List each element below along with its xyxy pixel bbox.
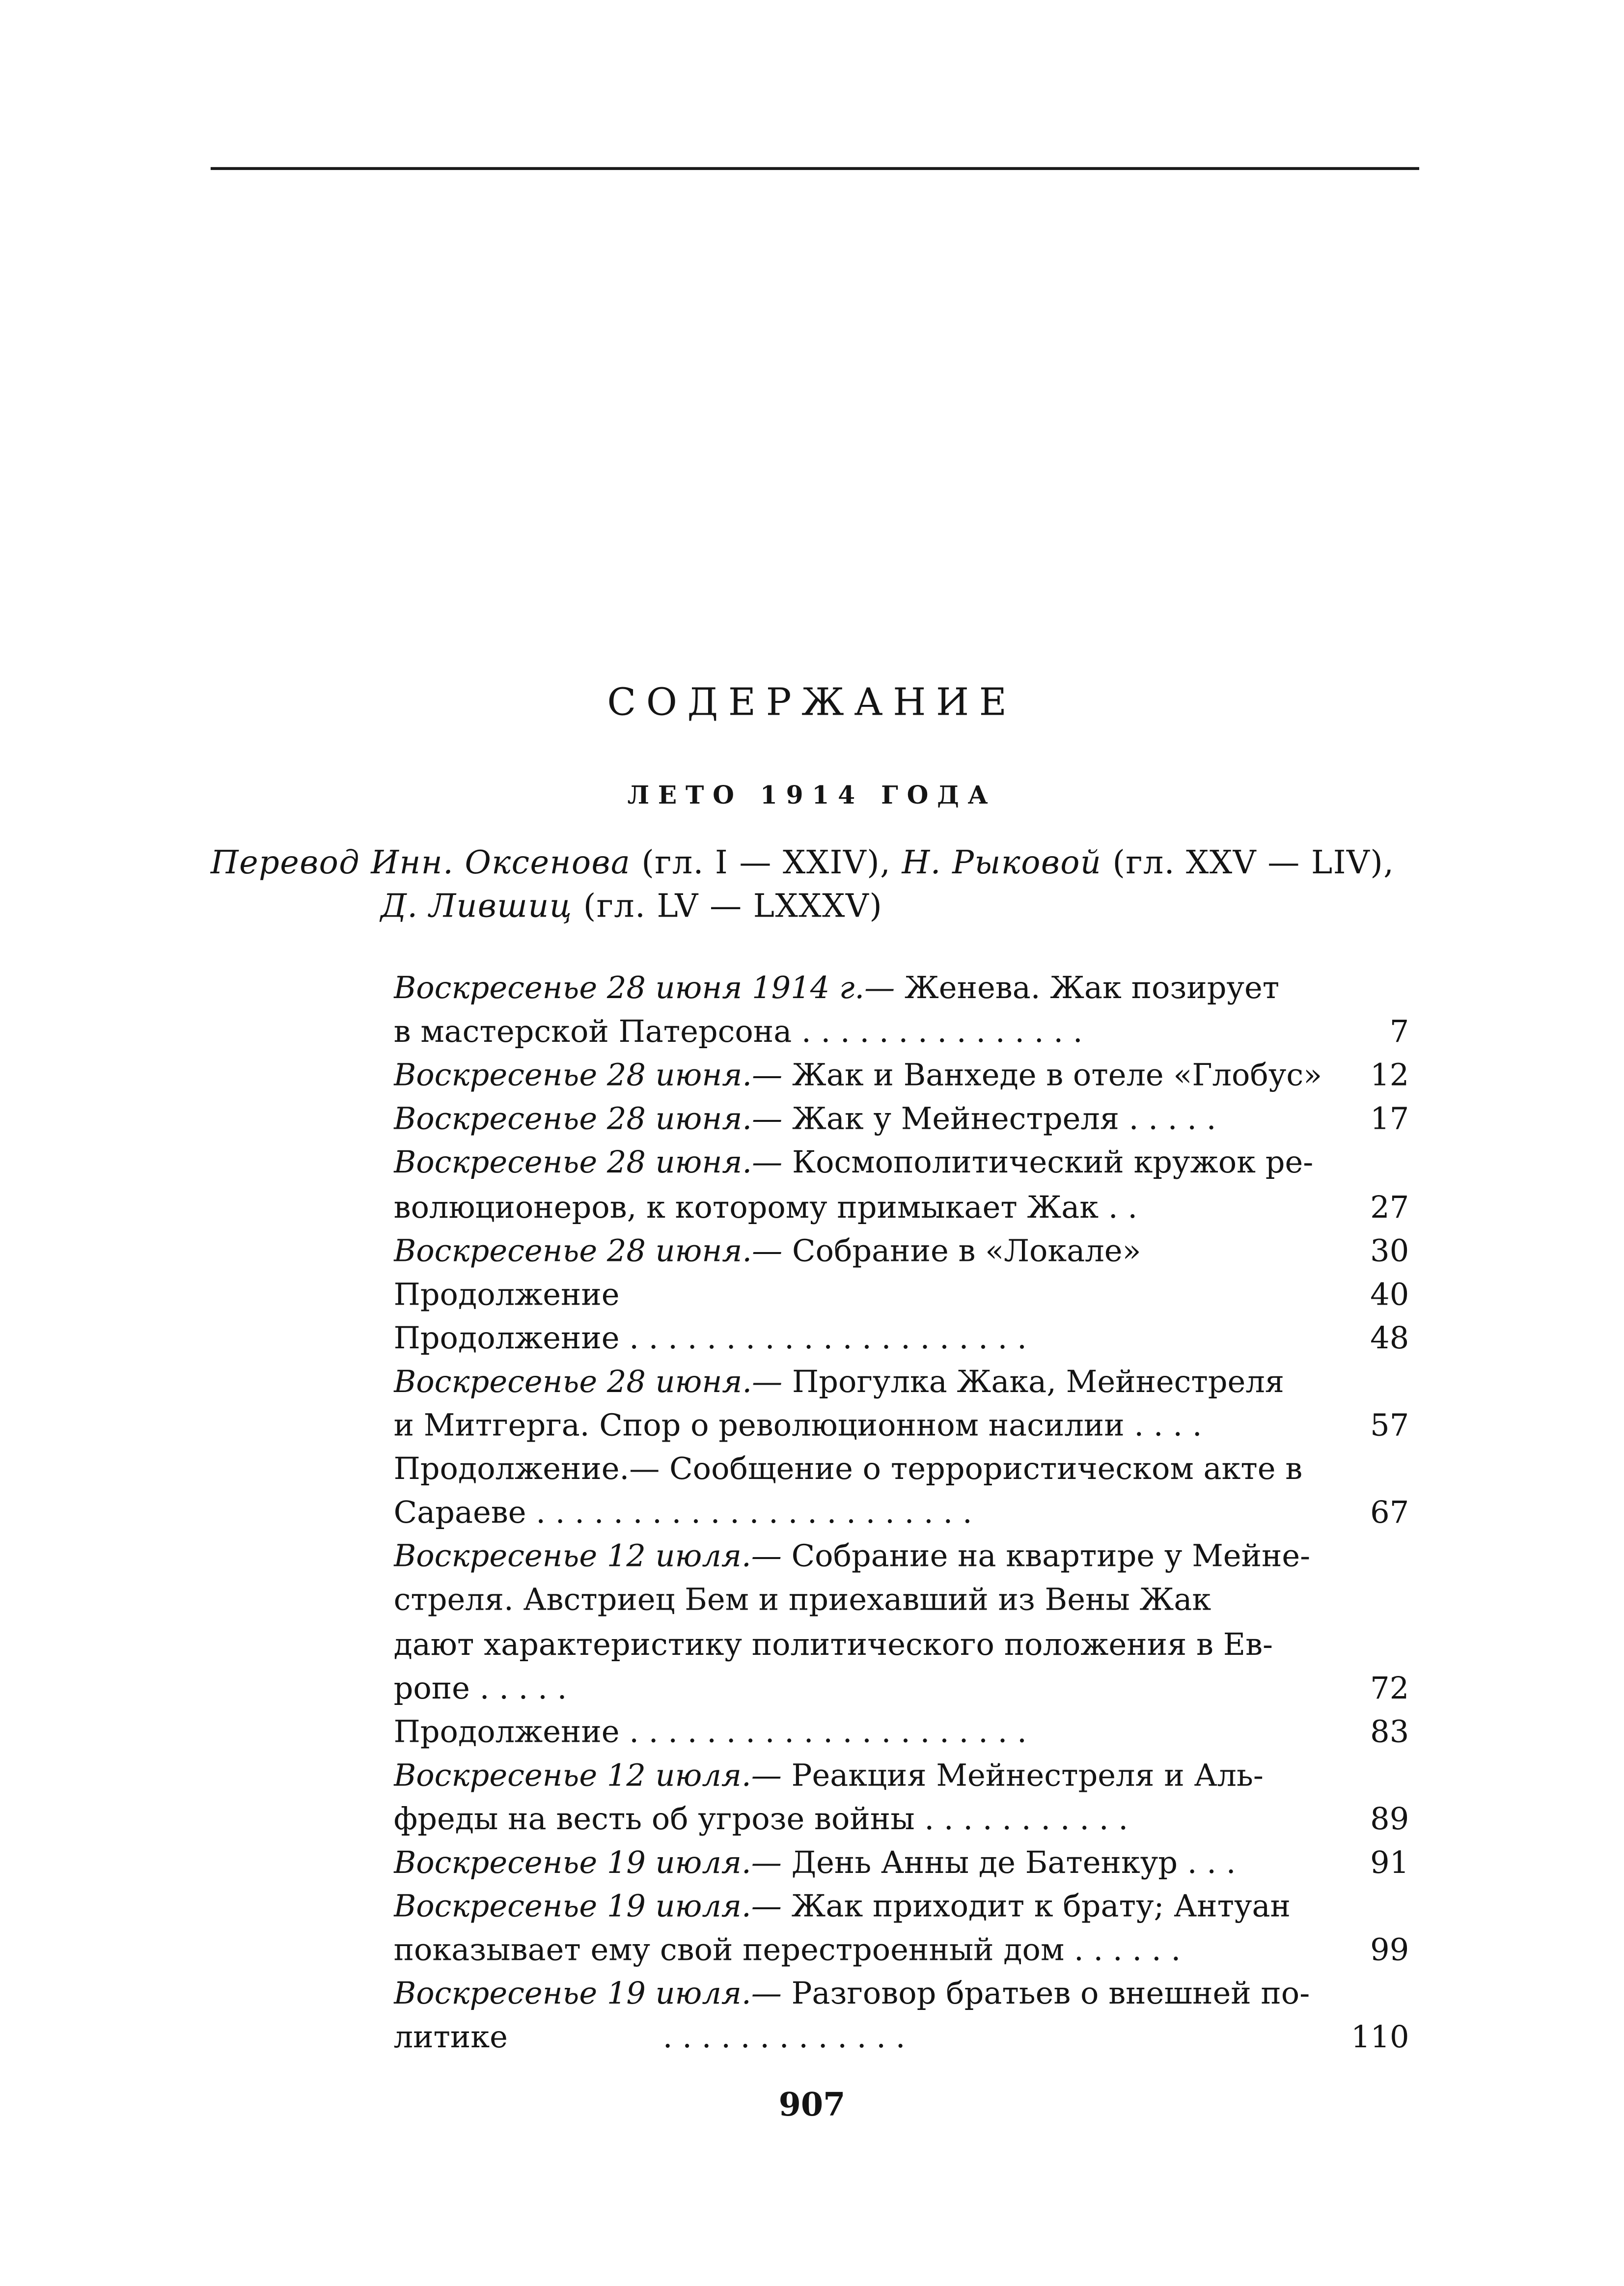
toc-entry-text: ропе: [393, 1670, 470, 1705]
toc-page-number: 91: [1370, 1845, 1409, 1880]
contents-heading: СОДЕРЖАНИЕ: [607, 681, 1017, 725]
translator-3-name: Д. Лившиц: [380, 889, 573, 926]
toc-dot-leader: . . . . . .: [1064, 1932, 1181, 1968]
toc-entry-text: литике: [393, 2020, 508, 2055]
toc-page-number: 40: [1370, 1277, 1409, 1312]
toc-entry-text: Космополитический кружок ре-: [782, 1145, 1314, 1181]
toc-entry-text: Прогулка Жака, Мейнестреля: [782, 1364, 1285, 1399]
toc-entry-text: Жак приходит к брату; Антуан: [781, 1889, 1291, 1924]
toc-entry-line: [394, 1495, 1340, 1530]
toc-entry-date: Воскресенье 19 июля.—: [393, 1845, 782, 1880]
toc-entry-date: Воскресенье 12 июля.—: [393, 1757, 782, 1793]
toc-entry-line: [394, 1933, 1340, 1968]
translators-line-2: [381, 889, 882, 925]
toc-page-number: 27: [1370, 1189, 1409, 1225]
toc-entry-date: Воскресенье 28 июня 1914 г.—: [393, 970, 895, 1005]
toc-page-number: 110: [1350, 2020, 1409, 2055]
toc-entry-line: [394, 1145, 1340, 1180]
toc-dot-leader: . .: [1099, 1189, 1138, 1225]
toc-entry-date: Воскресенье 12 июля.—: [393, 1539, 782, 1574]
toc-entry-line: [394, 1014, 1340, 1049]
toc-dot-leader: . . . .: [1124, 1408, 1202, 1443]
toc-page-number: 48: [1370, 1320, 1409, 1356]
toc-page-number: 72: [1370, 1670, 1409, 1705]
toc-dot-leader: . . . . . . . . . . .: [914, 1801, 1129, 1837]
toc-entry-line: [394, 2020, 1340, 2055]
translator-prefix: Перевод: [210, 845, 360, 882]
toc-page-number: 12: [1370, 1058, 1409, 1093]
toc-entry-date: Воскресенье 28 июня.—: [393, 1102, 783, 1137]
toc-page-number: 89: [1370, 1801, 1409, 1837]
toc-page-number: 30: [1370, 1233, 1409, 1268]
toc-entry-line: [394, 1714, 1340, 1749]
toc-entry-line: [394, 1408, 1340, 1443]
toc-entry-line: [394, 1845, 1340, 1880]
translator-1-name: Инн. Оксенова: [371, 845, 631, 882]
toc-entry-date: Воскресенье 28 июня.—: [393, 1364, 783, 1399]
toc-entry-date: Воскресенье 19 июля.—: [393, 1889, 782, 1924]
toc-dot-leader: . . . . . . . . . . . . .: [507, 2020, 906, 2055]
toc-entry-line: [394, 1889, 1340, 1924]
toc-entry-text: показывает ему свой перестроенный дом: [393, 1932, 1065, 1968]
translator-3-range: (гл. LV — LXXXV): [583, 889, 883, 926]
translator-2-range: (гл. XXV — LIV),: [1112, 845, 1395, 882]
toc-entry-text: Сараеве: [393, 1495, 526, 1531]
toc-entry-line: [394, 1758, 1340, 1793]
toc-entry-line: [394, 1364, 1340, 1399]
toc-entry-text: День Анны де Батенкур: [781, 1845, 1178, 1880]
toc-entry-line: [394, 1626, 1340, 1661]
top-rule: [211, 167, 1419, 170]
toc-entry-line: [394, 1977, 1340, 2011]
toc-entry-line: [394, 971, 1340, 1005]
toc-entry-text: Продолжение: [393, 1714, 620, 1749]
toc-entry-line: [394, 1102, 1340, 1137]
toc-dot-leader: . . . . . . . . . . . . . . . . . . . . . . .: [526, 1495, 972, 1531]
toc-entry-line: [394, 1058, 1340, 1093]
toc-entry-text: фреды на весть об угрозе войны: [393, 1801, 915, 1837]
toc-dot-leader: . . . . .: [1119, 1102, 1216, 1137]
toc-entry-date: Воскресенье 28 июня.—: [393, 1145, 783, 1181]
toc-entry-line: [394, 1233, 1340, 1268]
toc-entry-text: волюционеров, к которому примыкает Жак: [393, 1189, 1099, 1225]
toc-page-number: 17: [1370, 1102, 1409, 1137]
translator-1-range: (гл. I — XXIV),: [641, 845, 891, 882]
toc-entry-line: [394, 1539, 1340, 1574]
part-title: ЛЕТО 1914 ГОДА: [627, 781, 997, 811]
toc-entry-text: стреля. Австриец Бем и приехавший из Вены Жак: [393, 1583, 1211, 1618]
toc-entry-text: дают характеристику политического положения в Ев-: [393, 1626, 1273, 1662]
toc-entry-line: [394, 1277, 1340, 1311]
toc-entry-text: Реакция Мейнестреля и Аль-: [781, 1757, 1264, 1793]
toc-dot-leader: . . . . . . . . . . . . . . . . . . . . .: [619, 1320, 1027, 1356]
toc-entry-text: Женева. Жак позирует: [895, 970, 1280, 1005]
toc-entry-line: [394, 1320, 1340, 1355]
toc-entry-text: Собрание на квартире у Мейне-: [781, 1539, 1311, 1574]
toc-entry-text: Жак и Ванхеде в отеле «Глобус»: [782, 1058, 1322, 1093]
toc-entry-line: [394, 1583, 1340, 1617]
toc-entry-text: Собрание в «Локале»: [782, 1233, 1141, 1268]
toc-dot-leader: . . . . . . . . . . . . . . . . . . . . .: [619, 1714, 1027, 1749]
toc-entry-text: Жак у Мейнестреля: [782, 1102, 1120, 1137]
toc-entry-text: в мастерской Патерсона: [393, 1014, 792, 1049]
page-number: 907: [778, 2086, 846, 2124]
toc-page-number: 67: [1370, 1495, 1409, 1531]
toc-page-number: 7: [1389, 1014, 1409, 1049]
toc-entry-text: и Митгерга. Спор о революционном насилии: [393, 1408, 1125, 1443]
translators-line-1: [211, 846, 1395, 882]
toc-entry-line: [394, 1670, 1340, 1705]
toc-entry-text: Продолжение: [393, 1320, 620, 1356]
toc-entry-line: [394, 1802, 1340, 1837]
toc-dot-leader: . . . . . . . . . . . . . . .: [792, 1014, 1083, 1049]
toc-entry-text: Разговор братьев о внешней по-: [781, 1976, 1310, 2011]
toc-entry-line: [394, 1451, 1340, 1486]
toc-entry-date: Воскресенье 28 июня.—: [393, 1233, 783, 1268]
toc-entry-date: Воскресенье 19 июля.—: [393, 1976, 782, 2011]
translator-2-name: Н. Рыковой: [902, 845, 1102, 882]
toc-page-number: 57: [1370, 1408, 1409, 1443]
toc-entry-line: [394, 1189, 1340, 1224]
toc-page-number: 83: [1370, 1714, 1409, 1749]
toc-entry-text: Продолжение.— Сообщение о террористическом акте в: [393, 1451, 1303, 1487]
toc-entry-date: Воскресенье 28 июня.—: [393, 1058, 783, 1093]
toc-page-number: 99: [1370, 1932, 1409, 1968]
toc-dot-leader: . . . . .: [469, 1670, 567, 1705]
toc-dot-leader: . . .: [1178, 1845, 1236, 1880]
toc-entry-text: Продолжение: [393, 1277, 620, 1312]
